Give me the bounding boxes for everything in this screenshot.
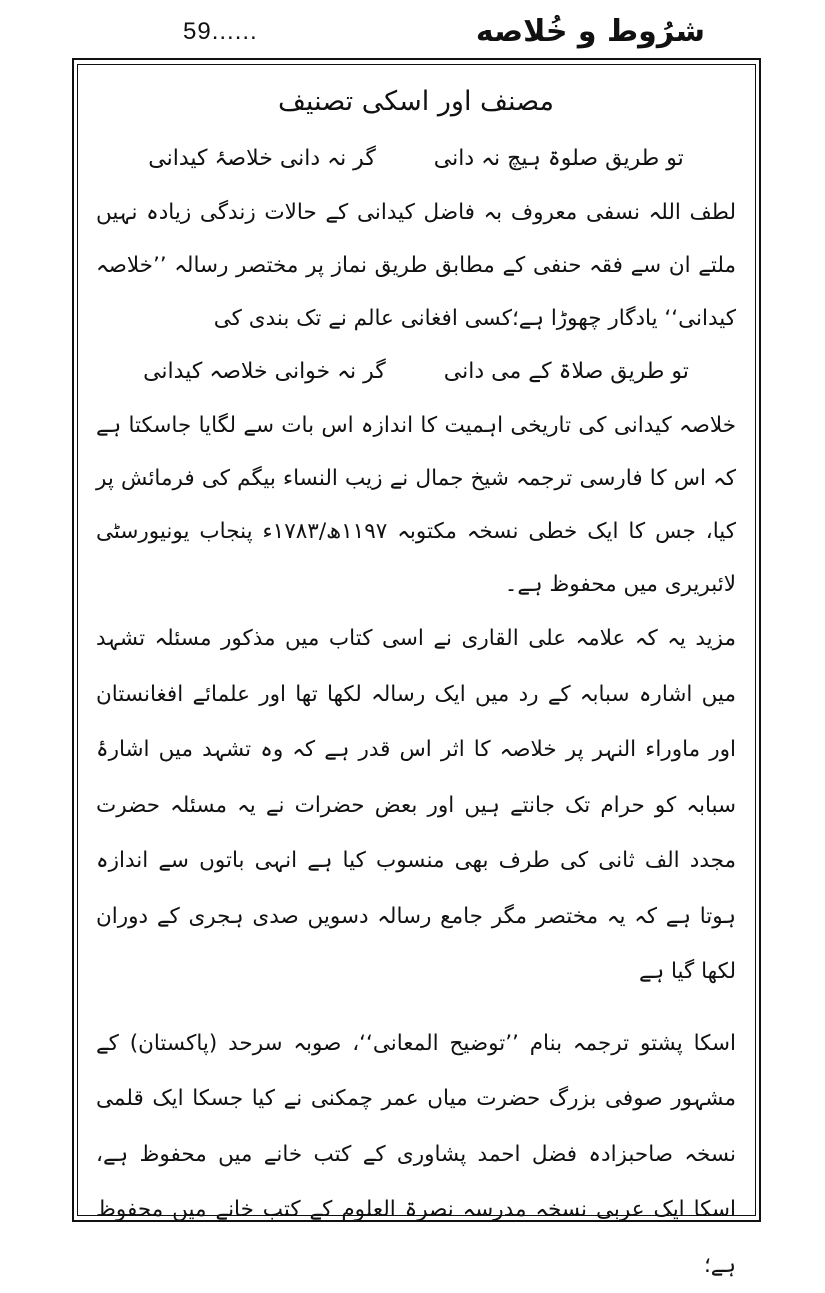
book-title: شرُوط و خُلاصه [476, 14, 705, 49]
page-number: 59...... [183, 18, 258, 46]
article-heading: مصنف اور اسکی تصنیف [96, 76, 736, 128]
couplet-line: تو طریق صلاۃ کے می دانی [444, 345, 689, 399]
paragraph: اسکا پشتو ترجمہ بنام ’’توضیح المعانی‘‘، صوبہ سرحد (پاکستان) کے مشہور صوفی بزرگ حضرت میاں عمر چمکنی نے کیا جسکا ایک قلمی نسخہ صاحبزادہ فضل احمد پشاوری کے کتب خانے میں محفوظ ہے، اسکا ایک عربی نسخہ مدرسہ نصرۃ العلوم کے کتب خانے میں محفوظ ہے؛ [96, 1016, 736, 1293]
paragraph: لطف اللہ نسفی معروف بہ فاضل کیدانی کے حالات زندگی زیادہ نہیں ملتے ان سے فقہ حنفی کے مطابق طریق نماز پر مختصر رسالہ ’’خلاصہ کیدانی‘‘ یادگار چھوڑا ہے؛کسی افغانی عالم نے تک بندی کی [96, 186, 736, 345]
couplet [96, 132, 736, 186]
couplet-line: گر نہ دانی خلاصۂ کیدانی [148, 132, 376, 186]
paragraph-gap [96, 1000, 736, 1016]
paragraph: مزید یہ کہ علامہ علی القاری نے اسی کتاب میں مذکور مسئلہ تشہد میں اشارہ سبابہ کے رد میں ایک رسالہ لکھا تھا اور علمائے افغانستان اور ماوراء النہر پر خلاصہ کا اثر اس قدر ہے کہ وہ تشہد میں اشارۂ سبابہ کو حرام تک جانتے ہیں اور بعض حضرات نے یہ مسئلہ حضرت مجدد الف ثانی کی طرف بھی منسوب کیا ہے انہی باتوں سے اندازہ ہوتا ہے کہ یہ مختصر مگر جامع رسالہ دسویں صدی ہجری کے دوران لکھا گیا ہے [96, 611, 736, 1000]
couplet-line: گر نہ خوانی خلاصہ کیدانی [143, 345, 386, 399]
page-header [0, 0, 825, 58]
article-body [96, 76, 736, 1293]
paragraph: خلاصہ کیدانی کی تاریخی اہمیت کا اندازہ اس بات سے لگایا جاسکتا ہے کہ اس کا فارسی ترجمہ شیخ جمال نے زیب النساء بیگم کی فرمائش پر کیا، جس کا ایک خطی نسخہ مکتوبہ ۱۱۹۷ھ/۱۷۸۳ء پنجاب یونیورسٹی لائبریری میں محفوظ ہے۔ [96, 399, 736, 611]
couplet-line: تو طریق صلوۃ ہیچ نہ دانی [434, 132, 684, 186]
couplet [96, 345, 736, 399]
